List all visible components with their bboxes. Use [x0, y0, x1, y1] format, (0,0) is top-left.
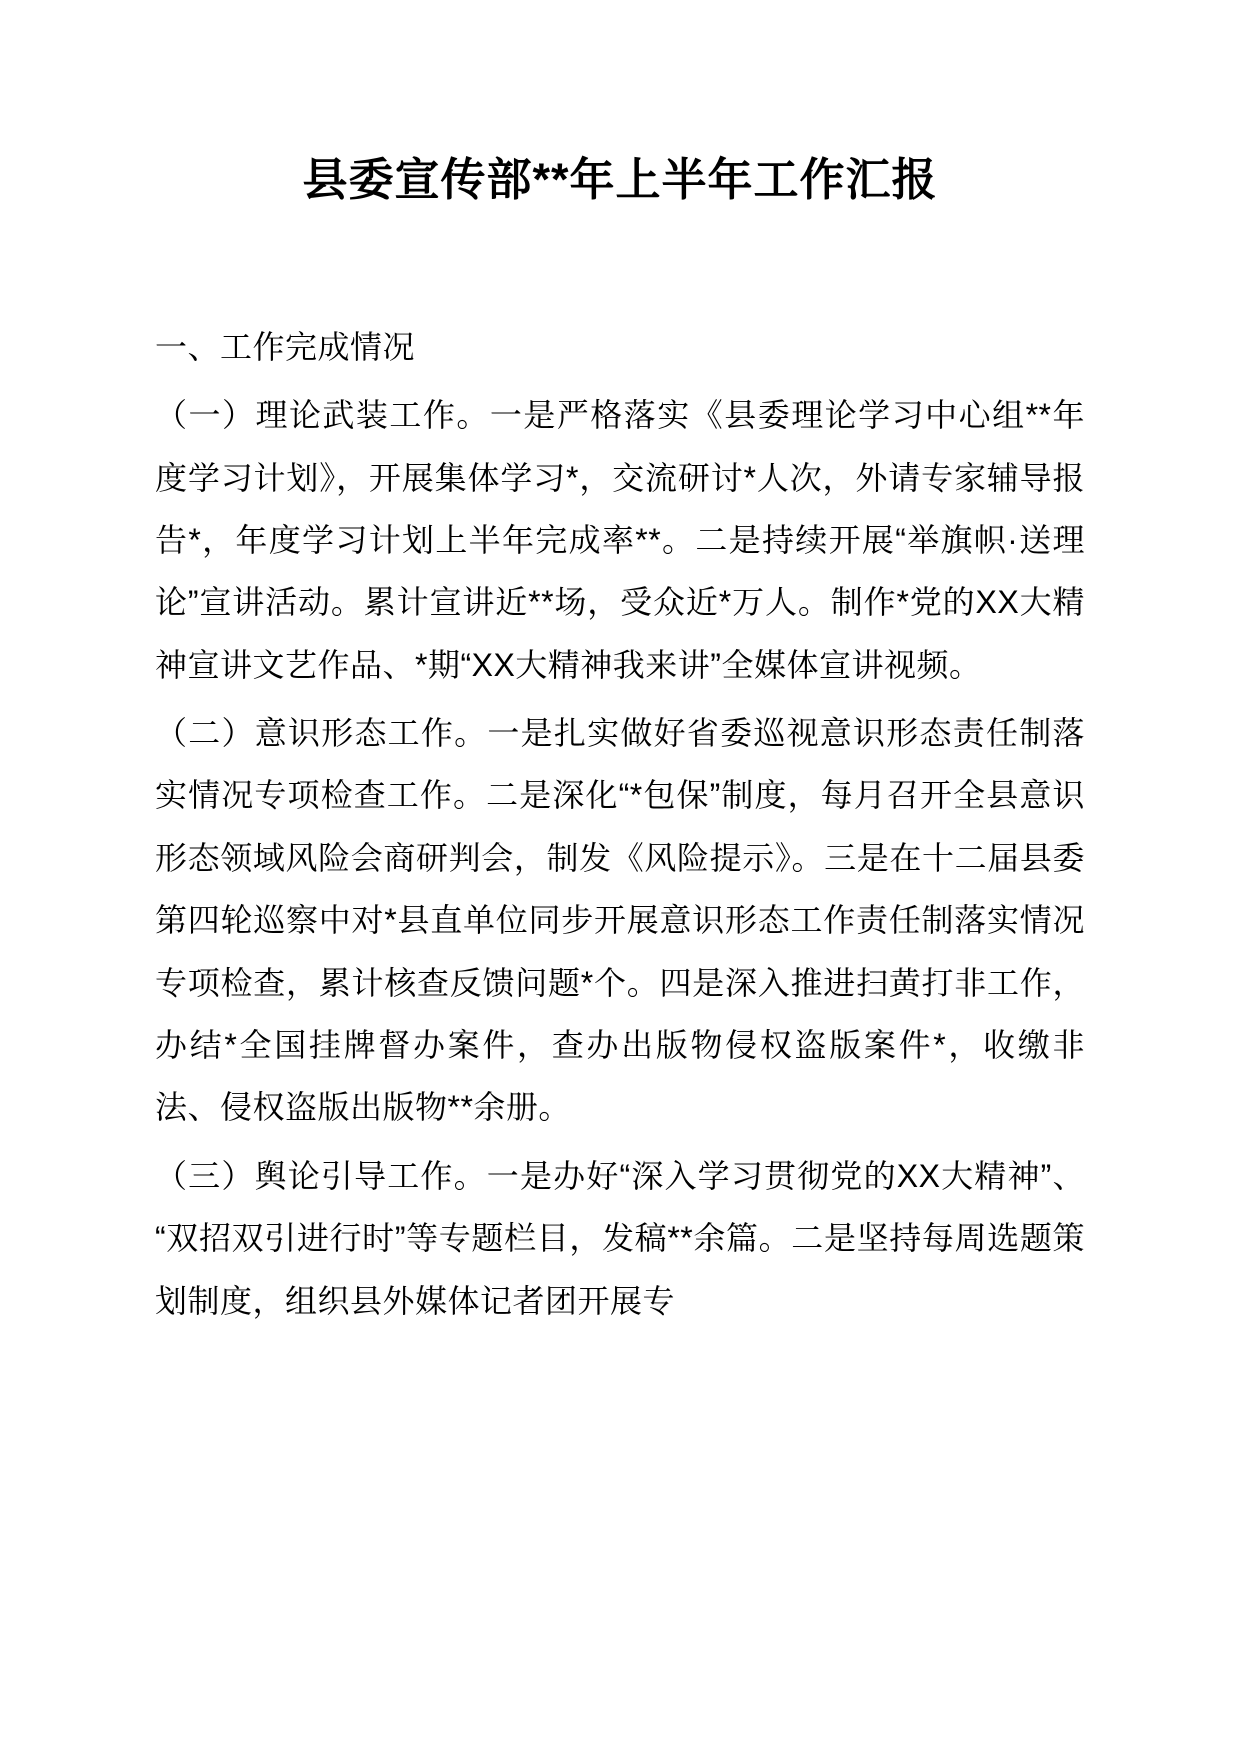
- paragraph-theory-work: （一）理论武装工作。一是严格落实《县委理论学习中心组**年度学习计划》，开展集体学习*，交流研讨*人次，外请专家辅导报告*，年度学习计划上半年完成率**。二是持续开展“举旗帜·送理论”宣讲活动。累计宣讲近**场，受众近*万人。制作*党的XX大精神宣讲文艺作品、*期“XX大精神我来讲”全媒体宣讲视频。: [155, 397, 1085, 683]
- page-title: 县委宣传部**年上半年工作汇报: [302, 154, 938, 205]
- section-heading-1: 一、工作完成情况: [155, 328, 416, 365]
- paragraph-public-opinion-work: （三）舆论引导工作。一是办好“深入学习贯彻党的XX大精神”、“双招双引进行时”等专题栏目，发稿**余篇。二是坚持每周选题策划制度，组织县外媒体记者团开展专: [155, 1157, 1085, 1319]
- paragraph-ideology-work: （二）意识形态工作。一是扎实做好省委巡视意识形态责任制落实情况专项检查工作。二是深化“*包保”制度，每月召开全县意识形态领域风险会商研判会，制发《风险提示》。三是在十二届县委第四轮巡察中对*县直单位同步开展意识形态工作责任制落实情况专项检查，累计核查反馈问题*个。四是深入推进扫黄打非工作，办结*全国挂牌督办案件，查办出版物侵权盗版案件*，收缴非法、侵权盗版出版物**余册。: [155, 715, 1085, 1126]
- document-body: [155, 316, 1085, 1332]
